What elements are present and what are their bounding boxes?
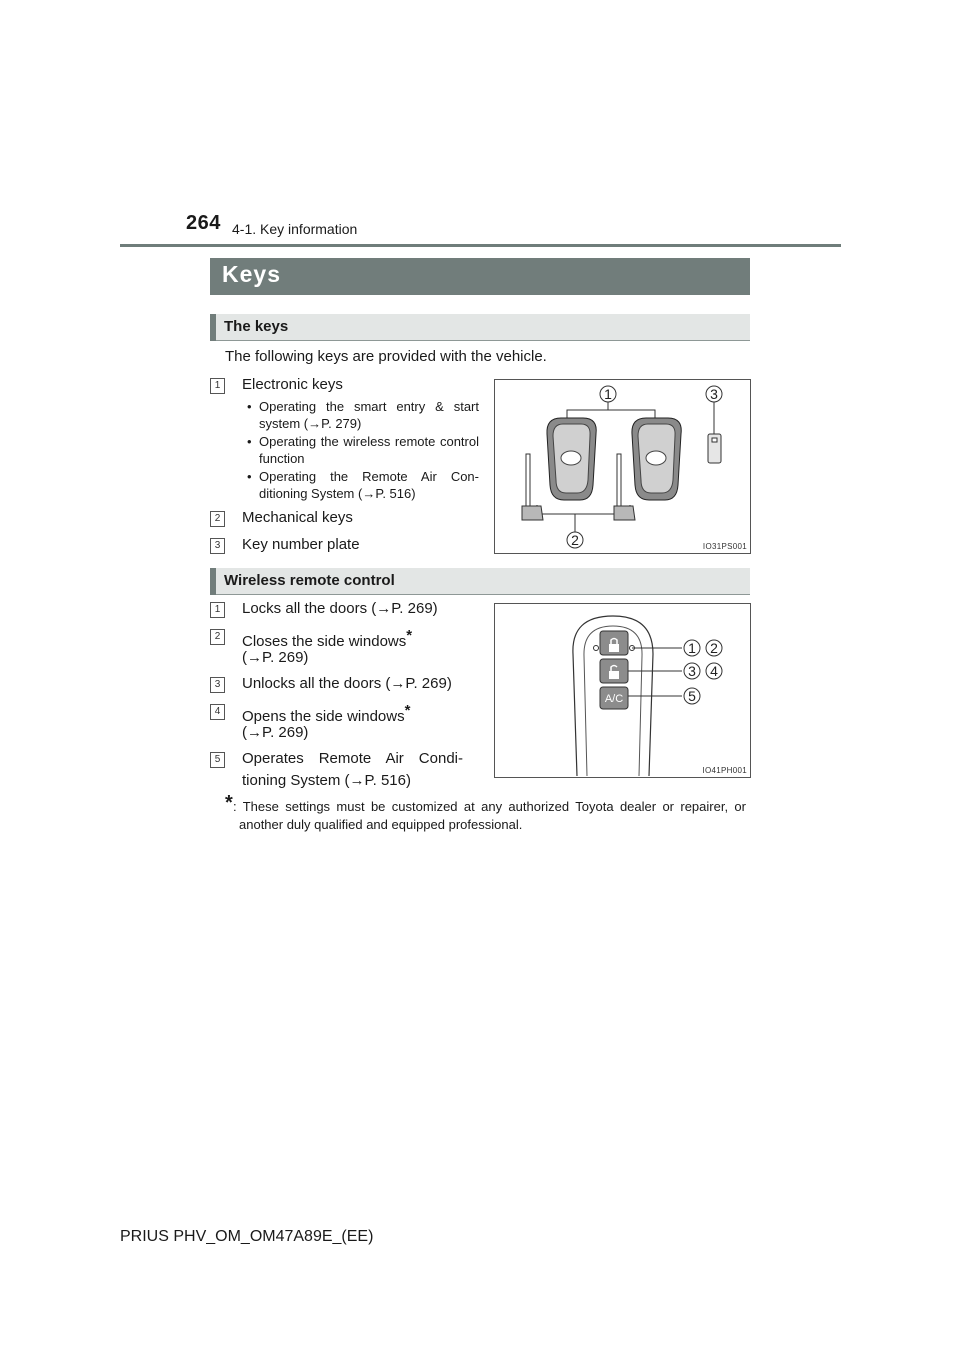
callout-2: 2 [571, 532, 579, 548]
mechanical-key-icon [522, 454, 543, 520]
item-label: Closes the side windows* [242, 627, 413, 650]
key-fob-icon [632, 418, 681, 500]
footnote [225, 792, 746, 834]
section-heading-keys [210, 314, 750, 341]
item-label: Mechanical keys [242, 509, 353, 526]
title-bar [210, 258, 750, 295]
page-title: Keys [222, 261, 281, 287]
item-number: 3 [210, 538, 225, 554]
page-number: 264 [186, 212, 221, 234]
remote-illustration [495, 604, 750, 777]
sub-item: • Operating the smart entry & start system (→P. 279) [247, 399, 479, 431]
section-reference: 4-1. Key information [232, 221, 358, 237]
item-number: 2 [210, 511, 225, 527]
item-number: 5 [210, 752, 225, 768]
callout-4: 4 [710, 663, 718, 679]
section-heading-text: The keys [224, 318, 289, 335]
item-number: 1 [210, 602, 225, 618]
callout-1: 1 [604, 386, 612, 402]
intro-text: The following keys are provided with the vehicle. [225, 348, 547, 365]
callout-3: 3 [688, 663, 696, 679]
keys-figure [494, 379, 751, 554]
item-label-cont: (→P. 269) [242, 724, 309, 741]
footnote-star: * [225, 792, 233, 814]
item-number: 2 [210, 629, 225, 645]
remote-figure [494, 603, 751, 778]
footnote-text: : These settings must be customized at any authorized Toyota dealer or repairer, or another duly qualified and equipped professional. [233, 799, 746, 832]
keys-illustration [495, 380, 750, 553]
callout-2: 2 [710, 640, 718, 656]
section-heading-wireless-remote [210, 568, 750, 595]
sub-item: • Operating the Remote Air Con-ditioning System (→P. 516) [247, 469, 479, 501]
item-number: 3 [210, 677, 225, 693]
section-heading-text: Wireless remote control [224, 572, 395, 589]
item-number: 4 [210, 704, 225, 720]
item-label-cont: (→P. 269) [242, 649, 309, 666]
key-number-plate-icon [708, 402, 721, 463]
callout-3: 3 [710, 386, 718, 402]
item-label: Unlocks all the doors (→P. 269) [242, 675, 452, 692]
item-number: 1 [210, 378, 225, 394]
item-label: Electronic keys [242, 376, 343, 393]
ac-button-label: A/C [604, 693, 624, 705]
callout-1: 1 [688, 640, 696, 656]
header-rule [120, 244, 841, 247]
mechanical-key-icon [614, 454, 635, 520]
figure-code: IO41PH001 [702, 766, 747, 775]
document-footer: PRIUS PHV_OM_OM47A89E_(EE) [120, 1228, 374, 1245]
item-label: Opens the side windows* [242, 702, 411, 725]
figure-code: IO31PS001 [702, 542, 747, 551]
item-label: Locks all the doors (→P. 269) [242, 600, 438, 617]
item-label: Key number plate [242, 536, 360, 553]
item-label: Operates Remote Air Condi- [242, 750, 463, 767]
sub-item: • Operating the wireless remote control function [247, 434, 479, 466]
callout-5: 5 [688, 688, 696, 704]
key-fob-icon [547, 418, 596, 500]
item-label-cont: tioning System (→P. 516) [242, 772, 411, 789]
